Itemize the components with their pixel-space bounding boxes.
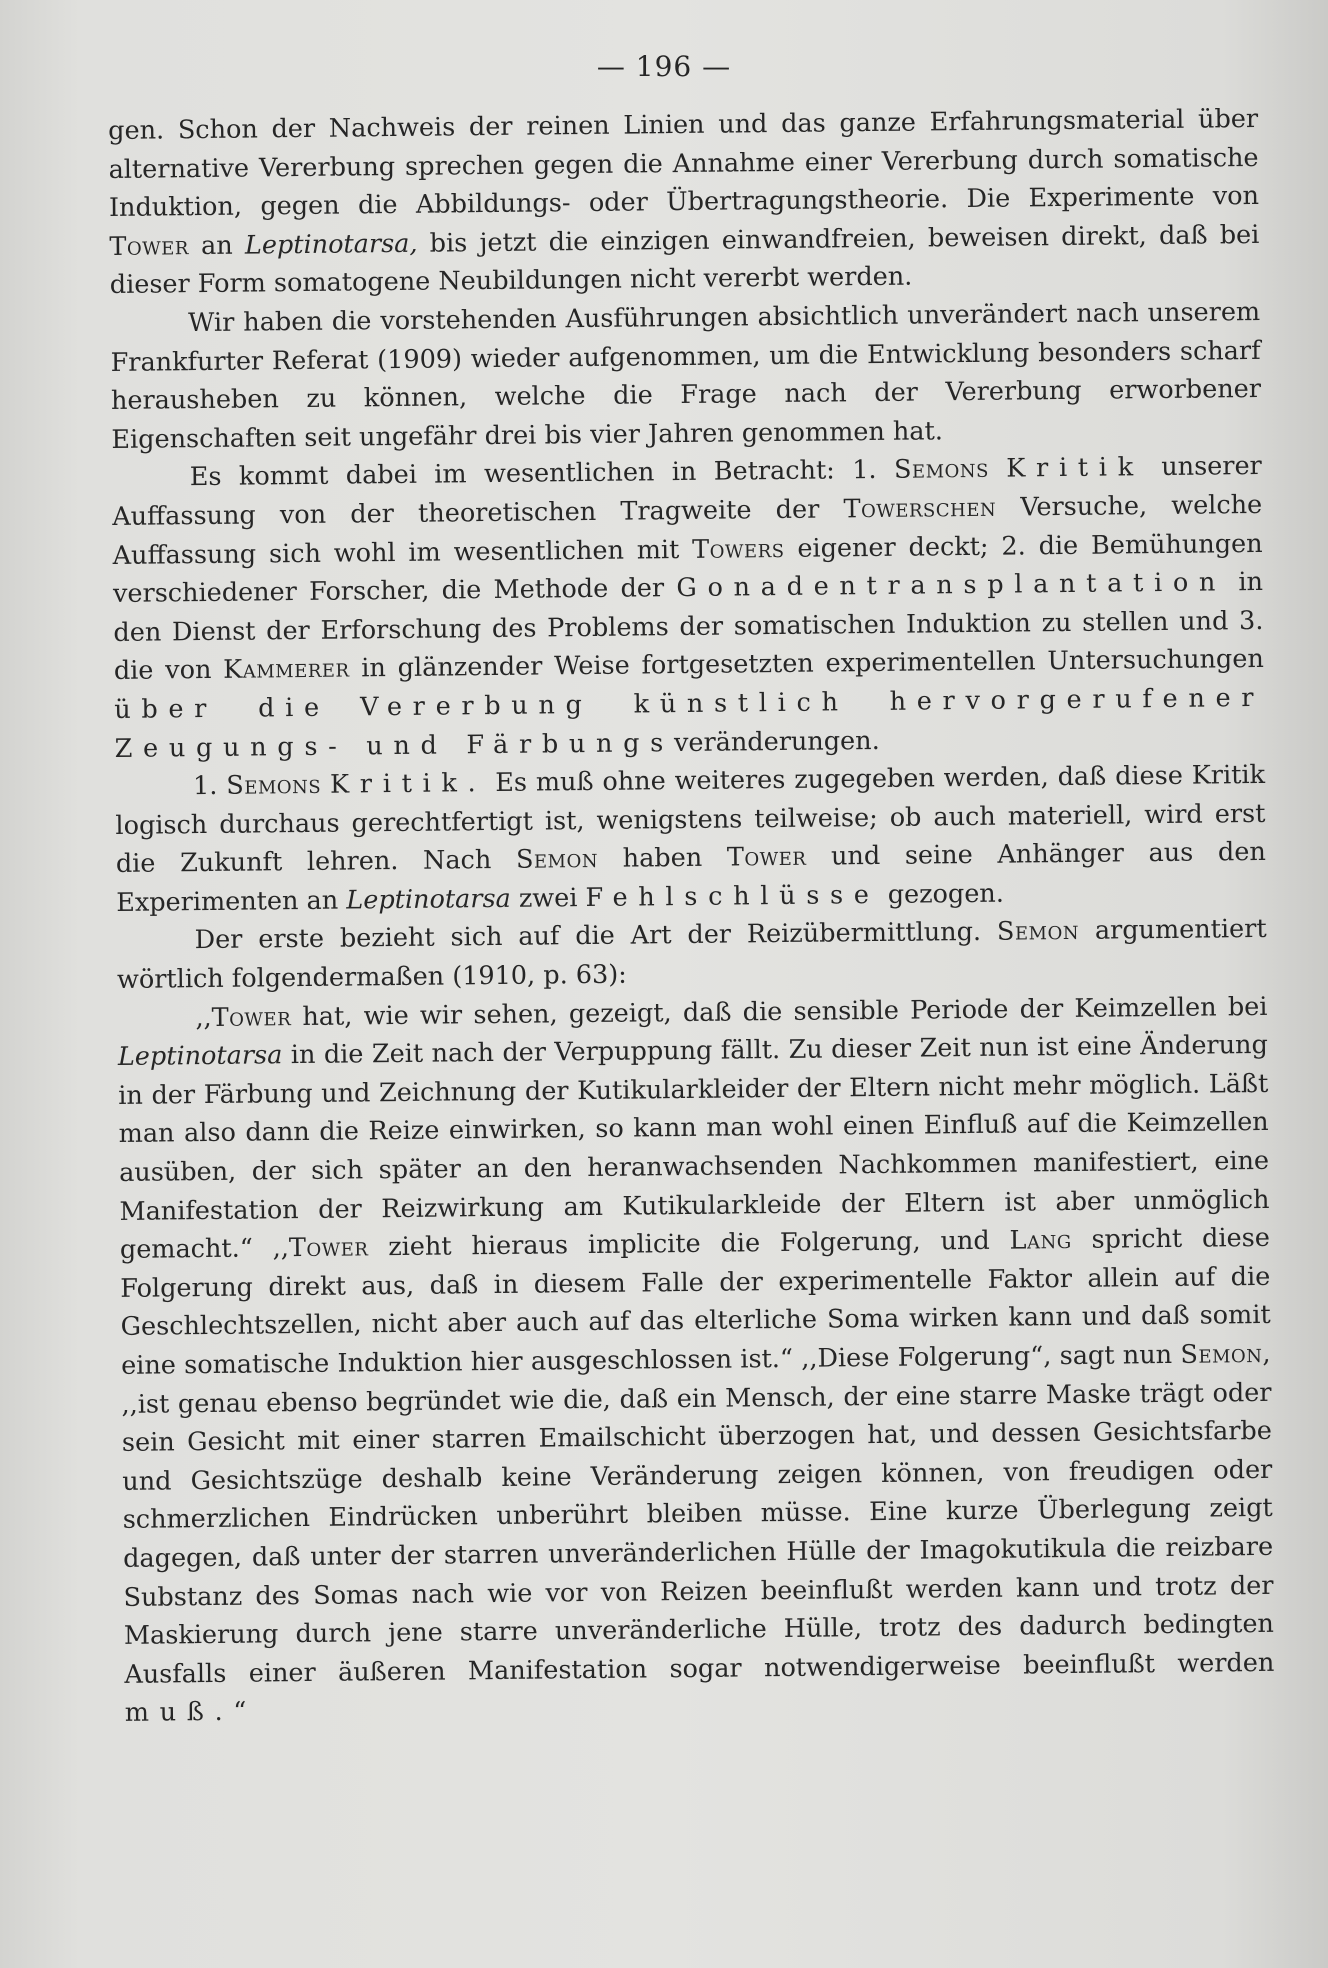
paragraph: Wir haben die vorstehenden Ausführungen absichtlich unverändert nach unserem Frankfurter Referat (1909) wieder aufgenommen, um die Entwicklung besonders scharf herausheben zu können, welche die Frage nach der Vererbung erworbener Eigenschaften seit ungefähr drei bis vier Jahren genommen hat. bbox=[110, 296, 1262, 455]
spaced-term: Kritik. bbox=[329, 768, 487, 800]
author-name: Towers bbox=[692, 533, 785, 565]
paragraph: gen. Schon der Nachweis der reinen Linien und das ganze Erfahrungsmaterial über alternative Vererbung sprechen gegen die Annahme einer Vererbung durch somatische Induktion, gegen die Abbildungs- oder Übertragungstheorie. Die Experimente von Tower an Leptinotarsa, bis jetzt die einzigen einwandfreien, beweisen direkt, daß bei dieser Form somatogene Neubildungen nicht vererbt werden. bbox=[108, 103, 1260, 301]
author-name: Tower bbox=[288, 1232, 369, 1264]
spaced-term: Zeugungs- und Färbungs bbox=[114, 727, 675, 764]
spaced-term: Kritik bbox=[1006, 452, 1144, 484]
author-name: Towerschen bbox=[843, 492, 997, 525]
author-name: Semon bbox=[515, 844, 599, 876]
author-name: Semons bbox=[226, 769, 322, 801]
author-name: Lang bbox=[1009, 1225, 1072, 1256]
genus-name: Leptinotarsa bbox=[117, 1040, 283, 1073]
paragraph: 1. Semons Kritik. Es muß ohne weiteres zugegeben werden, daß diese Kritik logisch durchaus gerechtfertigt ist, wenigstens teilweise; ob auch materiell, wird erst die Zukunft lehren. Nach Semon haben Tower und seine Anhänger aus den Experimenten an Leptinotarsa zwei Fehlschlüsse gezogen. bbox=[115, 760, 1266, 918]
paragraph: ,,Tower hat, wie wir sehen, gezeigt, daß die sensible Periode der Keimzellen bei Leptinotarsa in die Zeit nach der Verpuppung fällt. Zu dieser Zeit nun ist eine Änderung in der Färbung und Zeichnung der Kutikularkleider der Eltern nicht mehr möglich. Läßt man also dann die Reize einwirken, so kann man wohl einen Einfluß auf die Keimzellen ausüben, der sich später an den heranwachsenden Nachkommen manifestiert, eine Manifestation der Reizwirkung am Kutikularkleide der Eltern ist aber unmöglich gemacht.“ ,,Tower zieht hieraus implicite die Folgerung, und Lang spricht diese Folgerung direkt aus, daß in diesem Falle der experimentelle Faktor allein auf die Geschlechtszellen, nicht aber auch auf das elterliche Soma wirken kann und daß somit eine somatische Induktion hier ausgeschlossen ist.“ ,,Diese Folgerung“, sagt nun Semon, ,,ist genau ebenso begründet wie die, daß ein Mensch, der eine starre Maske trägt oder sein Gesicht mit einer starren Emailschicht überzogen hat, und dessen Gesichtsfarbe und Gesichtszüge deshalb keine Veränderung zeigen können, von freudigen oder schmerzlichen Eindrücken unberührt bleiben müsse. Eine kurze Überlegung zeigt dagegen, daß unter der starren unveränderlichen Hülle der Imagokutikula die reizbare Substanz des Somas nach wie vor von Reizen beeinflußt werden kann und trotz der Maskierung durch jene starre unveränderliche Hülle, trotz des dadurch bedingten Ausfalls einer äußeren Manifestation sogar notwendigerweise beeinflußt werden muß.“ bbox=[117, 991, 1275, 1729]
author-name: Semons bbox=[893, 454, 990, 486]
spaced-term: Gonadentransplantation bbox=[676, 567, 1227, 604]
spaced-term: Fehlschlüsse bbox=[585, 879, 880, 913]
spaced-term: über die bbox=[114, 692, 330, 725]
genus-name: Leptinotarsa bbox=[346, 883, 511, 916]
genus-name: Leptinotarsa, bbox=[244, 228, 418, 261]
author-name: Kammerer bbox=[223, 653, 350, 686]
author-name: Tower bbox=[109, 230, 190, 262]
author-name: Semon bbox=[996, 916, 1080, 948]
spaced-term: Vererbung künstlich hervorgerufener bbox=[359, 682, 1265, 723]
paragraph: Der erste bezieht sich auf die Art der Reizübermittlung. Semon argumentiert wörtlich folgendermaßen (1910, p. 63): bbox=[116, 914, 1267, 996]
page-number: — 196 — bbox=[596, 50, 732, 83]
paragraph: Es kommt dabei im wesentlichen in Betracht: 1. Semons Kritik unserer Auffassung von der theoretischen Tragweite der Towerschen Versuche, welche Auffassung sich wohl im wesentlichen mit Towers eigener deckt; 2. die Bemühungen verschiedener Forscher, die Methode der Gonadentransplantation in den Dienst der Erforschung des Problems der somatischen Induktion zu stellen und 3. die von Kammerer in glänzender Weise fortgesetzten experimentellen Untersuchungen über die Vererbung künstlich hervorgerufener Zeugungs- und Färbungsveränderungen. bbox=[112, 451, 1265, 764]
body-text bbox=[108, 100, 1275, 1733]
spaced-term: muß. bbox=[124, 1697, 234, 1729]
author-name: Tower bbox=[726, 842, 807, 873]
author-name: Tower bbox=[211, 1001, 292, 1033]
author-name: Semon, bbox=[1180, 1338, 1272, 1370]
